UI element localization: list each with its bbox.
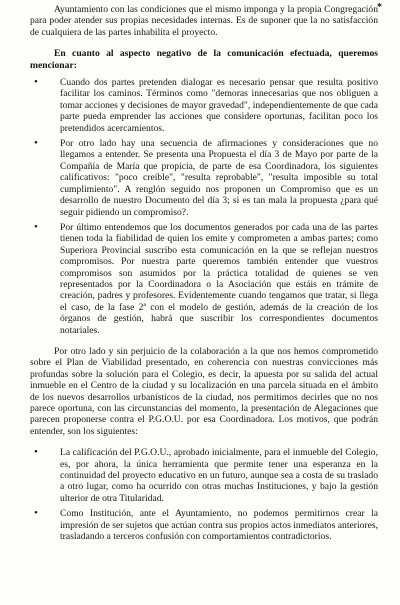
list-item	[30, 77, 378, 134]
bullet-list-negative	[30, 77, 378, 336]
bullet-icon: •	[34, 446, 38, 459]
bullet-icon: •	[34, 220, 38, 233]
page-mark: *	[377, 2, 382, 13]
bullet-icon: •	[34, 137, 38, 150]
list-item	[30, 222, 378, 336]
bullet-icon: •	[34, 76, 38, 89]
bullet-icon: •	[34, 507, 38, 520]
list-item-text: Por otro lado hay una secuencia de afirmaciones y consideraciones que no llegamos a entender. Se presenta una Propuesta el día 3 de Mayo por parte de la Compañía de María que propicia, de parte de esa Coordinadora, los siguientes calificativos: "poco creíble", "resulta reprobable", "resulta imposible su total cumplimiento". A renglón seguido nos proponen un Compromiso que es un desarrollo de nuestro Documento del día 3; si es tan mala la propuesta ¿para qué seguir pidiendo un compromiso?.	[60, 138, 378, 218]
paragraph-intro: Ayuntamiento con las condiciones que el mismo imponga y la propia Congregación para poder atender sus propias necesidades internas. Es de suponer que la no satisfacción de cualquiera de las partes inhabilita el proyecto.	[30, 4, 378, 38]
paragraph-negative-aspects: En cuanto al aspecto negativo de la comunicación efectuada, queremos mencionar:	[30, 48, 378, 71]
list-item-text: Como Institución, ante el Ayuntamiento, no podemos permitirnos crear la impresión de ser sujetos que actúan contra sus propios actos inmediatos anteriores, trasladando a terceros confusión con comportamientos contradictorios.	[60, 508, 378, 543]
bullet-list-reasons	[30, 447, 378, 542]
list-item-text: Cuando dos partes pretenden dialogar es necesario pensar que resulta positivo facilitar los caminos. Términos como "demoras innecesarias que nos obliguen a tomar acciones y decisiones de mayor gravedad", independientemente de que cada parte pueda emprender las acciones que considere oportunas, facilitan poco los pretendidos acercamientos.	[60, 77, 378, 134]
list-item	[30, 447, 378, 504]
list-item-text: Por último entendemos que los documentos generados por cada una de las partes tienen toda la fiabilidad de quien los emite y comprometen a ambas partes; como Superiora Provincial suscribo esta comunicación en la que se reflejan nuestros compromisos. Por nuestra parte queremos también entender que vuestros compromisos son asumidos por la práctica totalidad de quienes se ven representados por la Coordinadora o la Asociación que estáis en trámite de creación, padres y profesores. Evidentemente cuando tengamos que tratar, si llega el caso, de la fase 2ª con el modelo de gestión, además de la creación de los órganos de gestión, habrá que suscribir los correspondientes documentos notariales.	[60, 221, 378, 336]
list-item-text: La calificación del P.G.O.U., aprobado inicialmente, para el inmueble del Colegio, es, por ahora, la única herramienta que permite tener una esperanza en la continuidad del proyecto educativo en un futuro, aunque sea a costa de su traslado a otro lugar, como ha ocurrido con otras muchas Instituciones, y bajo la gestión ulterior de otra Titularidad.	[60, 447, 378, 504]
list-item	[30, 508, 378, 542]
paragraph-collaboration: Por otro lado y sin perjuicio de la colaboración a la que nos hemos comprometido sobre el Plan de Viabilidad presentado, en coherencia con nuestras convicciones más profundas sobre la solución para el Colegio, es decir, la apuesta por su salida del actual inmueble en el Centro de la ciudad y su localización en una parcela situada en el ámbito de los nuevos desarrollos urbanísticos de la ciudad, nos permitimos decirles que no nos parece oportuna, con las circunstancias del momento, la presentación de Alegaciones que parecen proponerse contra el P.G.O.U. por esa Coordinadora. Los motivos, que podrán entender, son los siguientes:	[30, 345, 378, 437]
list-item	[30, 138, 378, 218]
